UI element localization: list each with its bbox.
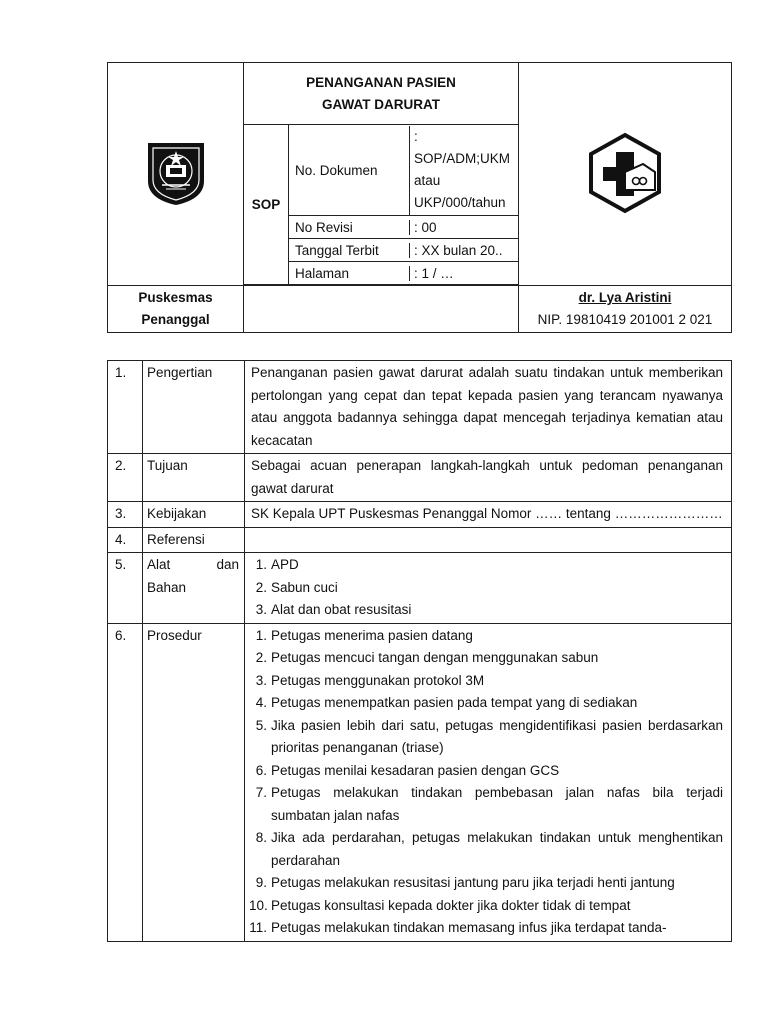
list-item: 3. Alat dan obat resusitasi xyxy=(255,602,412,617)
sop-header-table xyxy=(107,62,732,333)
list-item: 7. Petugas melakukan tindakan pembebasan jalan nafas bila terjadi sumbatan jalan nafas xyxy=(255,785,723,823)
revision-row xyxy=(289,216,519,239)
puskesmas-logo xyxy=(587,132,663,214)
section-number: 5. xyxy=(108,553,143,624)
list-item: 9. Petugas melakukan resusitasi jantung paru jika terjadi henti jantung xyxy=(255,875,675,890)
logo-right-cell xyxy=(519,63,732,286)
document-title: PENANGANAN PASIEN GAWAT DARURAT xyxy=(244,63,519,125)
section-label: Pengertian xyxy=(143,361,245,454)
section-text-kebijakan: SK Kepala UPT Puskesmas Penanggal Nomor …… tentang …………………… xyxy=(245,502,732,528)
list-item: 1. APD xyxy=(255,557,299,572)
organization-name: Puskesmas Penanggal xyxy=(108,286,244,333)
section-label: Kebijakan xyxy=(143,502,245,528)
revision-value: : 00 xyxy=(414,219,437,235)
section-number: 2. xyxy=(108,454,143,502)
section-row xyxy=(108,553,732,624)
section-number: 4. xyxy=(108,527,143,553)
doc-number-cell xyxy=(289,125,519,216)
section-row xyxy=(108,454,732,502)
section-label: Tujuan xyxy=(143,454,245,502)
doc-number-label: No. Dokumen xyxy=(289,126,410,215)
signer-name: dr. Lya Aristini xyxy=(578,290,672,305)
section-number: 1. xyxy=(108,361,143,454)
page-value: : 1 / … xyxy=(414,265,454,281)
logo-left-cell xyxy=(108,63,244,286)
section-text-referensi xyxy=(245,527,732,553)
signer-cell xyxy=(519,286,732,333)
list-item: 2. Petugas mencuci tangan dengan menggunakan sabun xyxy=(255,650,599,665)
list-item: 2. Sabun cuci xyxy=(255,579,338,595)
sop-label: SOP xyxy=(244,125,289,285)
section-row xyxy=(108,623,732,941)
section-row xyxy=(108,527,732,553)
list-item: 6. Petugas menilai kesadaran pasien dengan GCS xyxy=(255,762,560,778)
list-item: 10. Petugas konsultasi kepada dokter jika dokter tidak di tempat xyxy=(249,897,631,913)
section-number: 3. xyxy=(108,502,143,528)
doc-number-value: : SOP/ADM;UKM atau UKP/000/tahun xyxy=(414,128,511,211)
signer-nip: NIP. 19810419 201001 2 021 xyxy=(537,312,713,327)
section-row xyxy=(108,361,732,454)
list-item: 11. Petugas melakukan tindakan memasang infus jika terdapat tanda- xyxy=(249,920,667,935)
section-number: 6. xyxy=(108,623,143,941)
page-row xyxy=(289,262,519,285)
regency-emblem-logo xyxy=(144,139,208,207)
tools-list xyxy=(245,553,732,624)
list-item: 4. Petugas menempatkan pasien pada tempat yang di sediakan xyxy=(255,695,638,710)
section-text-pengertian: Penanganan pasien gawat darurat adalah suatu tindakan untuk memberikan pertolongan yang cepat dan tepat kepada pasien yang terancam nyawanya atau anggota badannya sehingga dapat mencegah terjadinya kematian atau kecacatan xyxy=(245,361,732,454)
issue-date-value: : XX bulan 20.. xyxy=(414,242,503,258)
list-item: 1. Petugas menerima pasien datang xyxy=(255,627,473,643)
section-text-tujuan: Sebagai acuan penerapan langkah-langkah untuk pedoman penanganan gawat darurat xyxy=(245,454,732,502)
section-label: Prosedur xyxy=(143,623,245,941)
empty-signature-cell xyxy=(244,286,519,333)
issue-date-row xyxy=(289,239,519,262)
list-item: 8. Jika ada perdarahan, petugas melakukan tindakan untuk menghentikan perdarahan xyxy=(255,830,723,868)
section-label: Referensi xyxy=(143,527,245,553)
issue-date-label: Tanggal Terbit xyxy=(289,243,410,258)
procedure-list xyxy=(245,623,732,941)
page-label: Halaman xyxy=(289,266,410,281)
section-label: Alat dan Bahan xyxy=(143,553,245,624)
section-row xyxy=(108,502,732,528)
revision-label: No Revisi xyxy=(289,220,410,235)
sop-content-table xyxy=(107,360,732,942)
list-item: 5. Jika pasien lebih dari satu, petugas mengidentifikasi pasien berdasarkan prioritas penanganan (triase) xyxy=(255,717,723,755)
list-item: 3. Petugas menggunakan protokol 3M xyxy=(255,672,485,688)
